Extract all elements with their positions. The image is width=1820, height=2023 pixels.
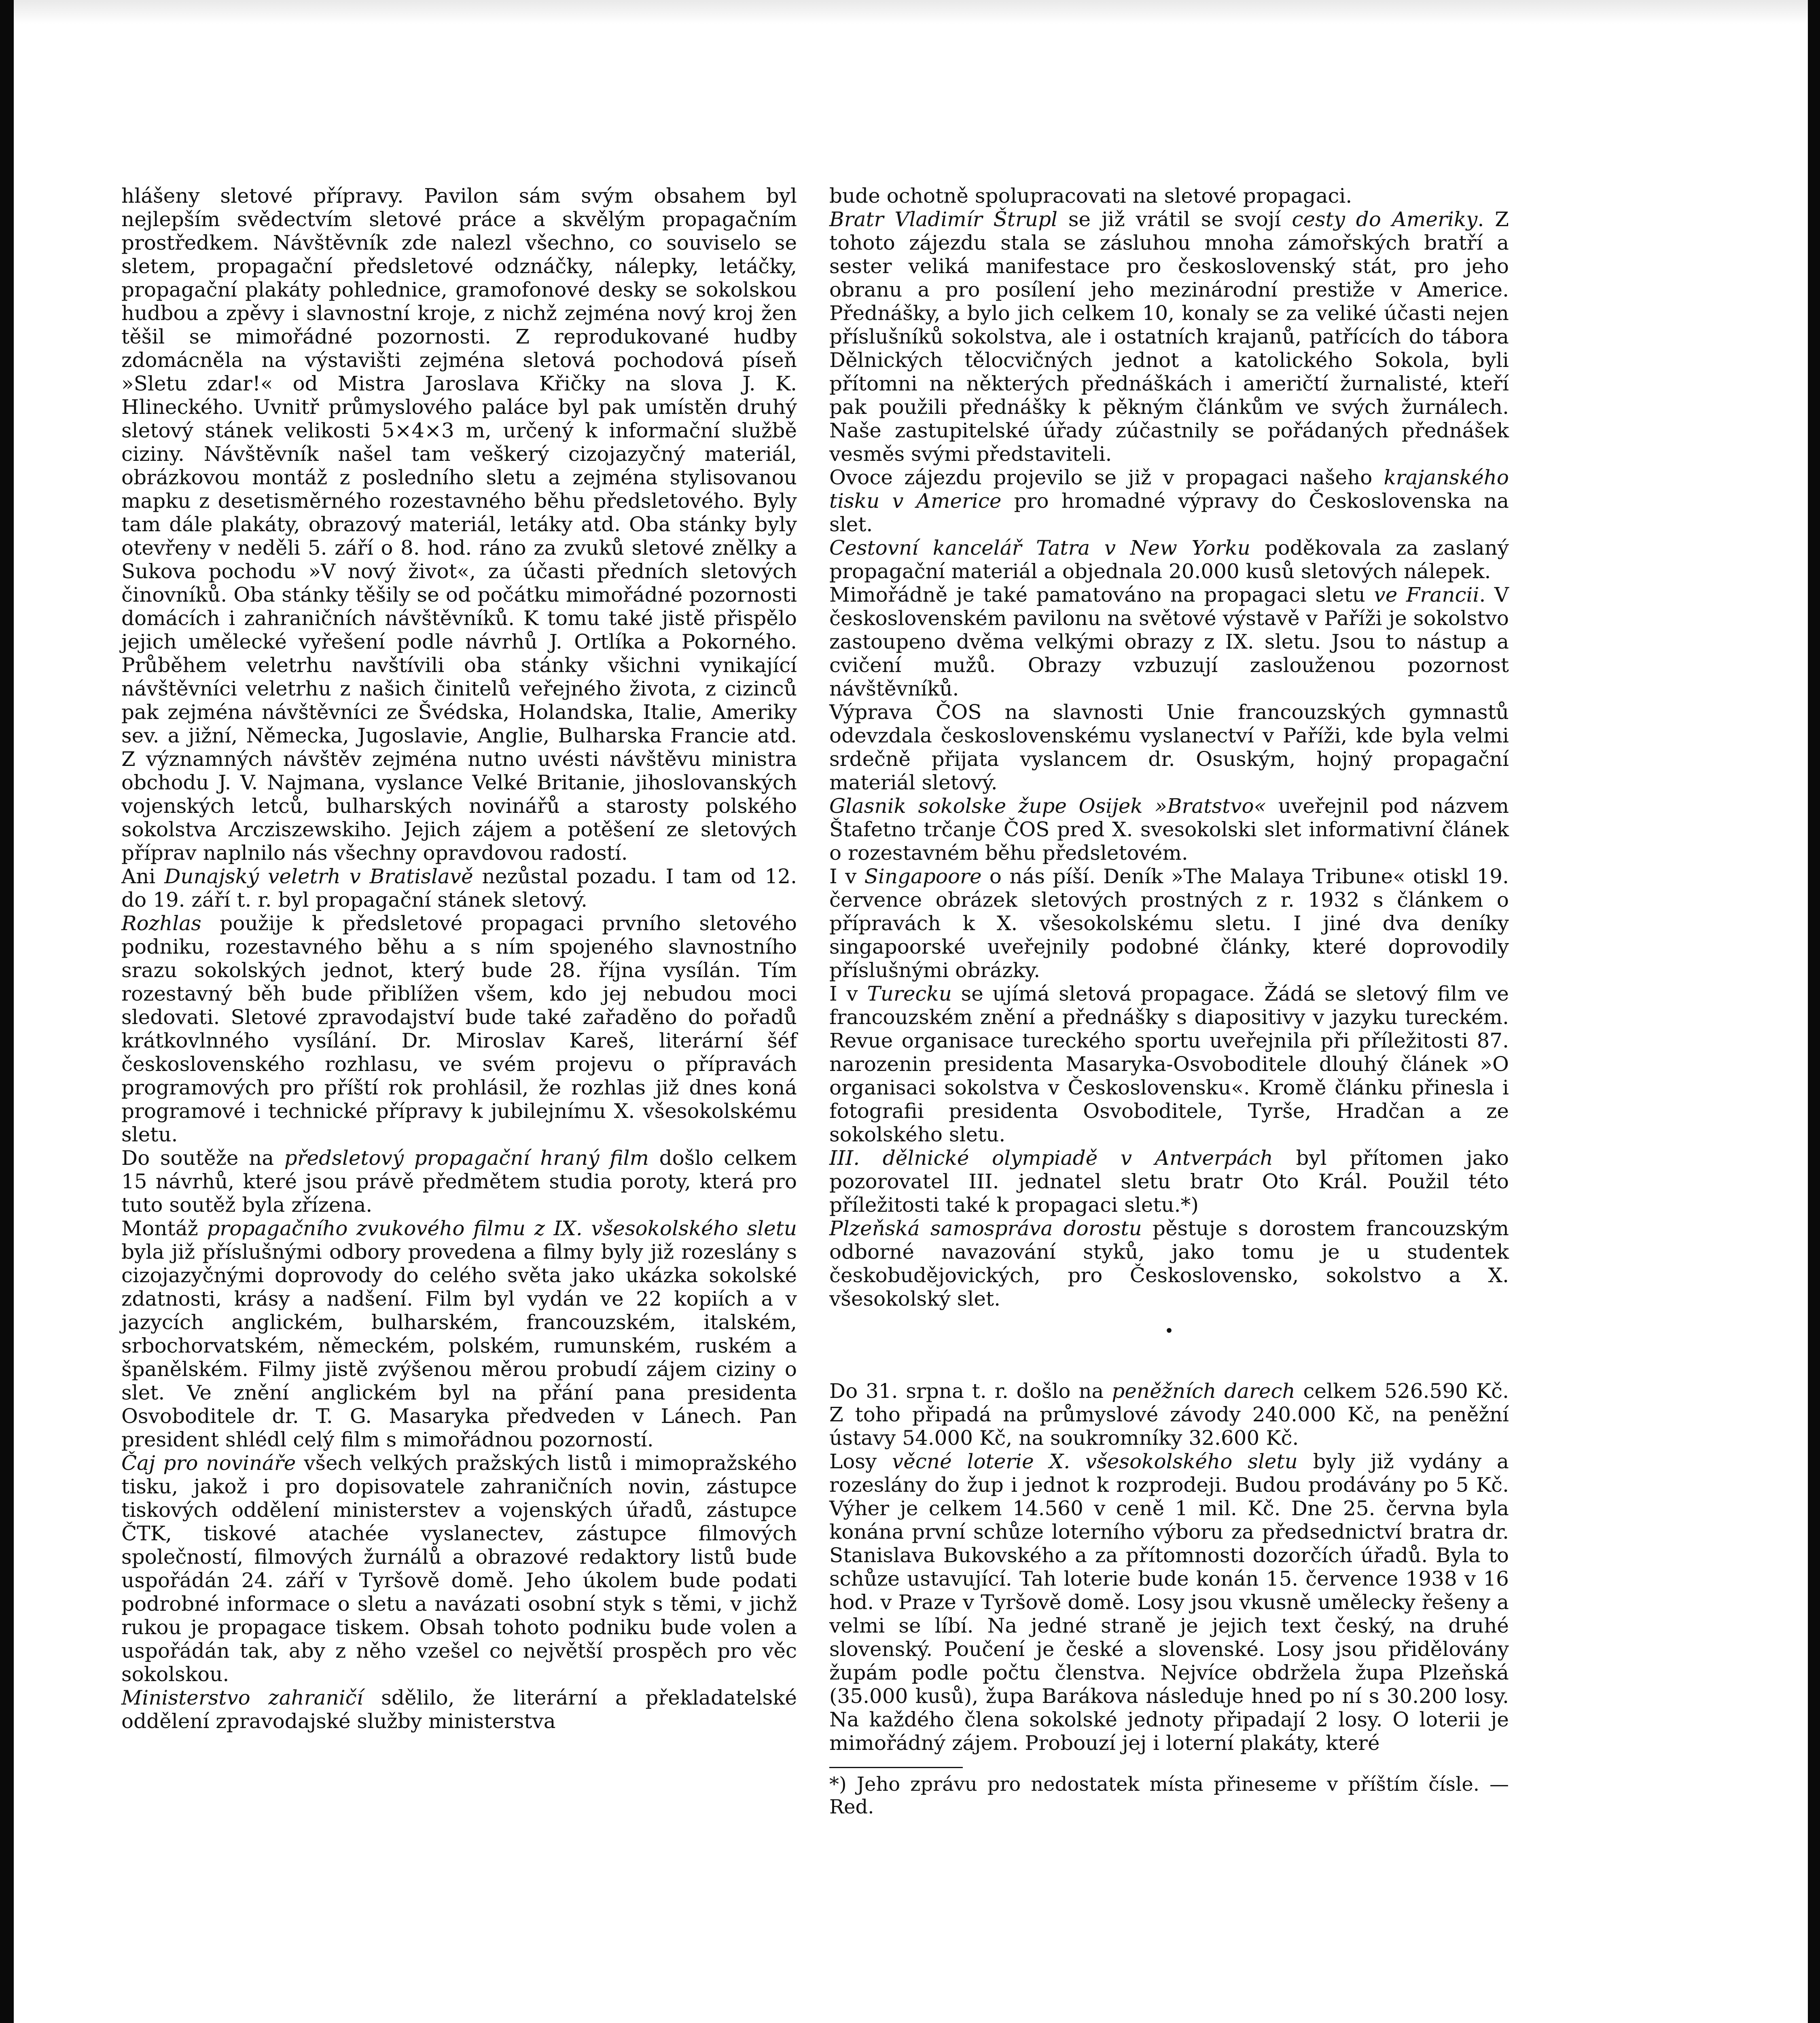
paragraph: Plzeňská samospráva dorostu pěstuje s dorostem francouzským odborné navazování styků, jako tomu je u studentek českobudějovických, pro Československo, sokolstvo a X. všesokolský slet. <box>829 1217 1509 1310</box>
footnote: *) Jeho zprávu pro nedostatek místa přineseme v příštím čísle. — Red. <box>829 1773 1509 1818</box>
paragraph: Montáž propagačního zvukového filmu z IX. všesokolského sletu byla již příslušnými odbory provedena a filmy byly již rozeslány s cizojazyčnými doprovody do celého světa jako ukázka sokolské zdatnosti, krásy a nadšení. Film byl vydán ve 22 kopiích a v jazycích anglickém, bulharském, francouzském, italském, srbochorvatském, německém, polském, rumunském, ruském a španělském. Filmy jistě zvýšenou měrou probudí zájem ciziny o slet. Ve znění anglickém byl na přání pana presidenta Osvoboditele dr. T. G. Masaryka předveden v Lánech. Pan president shlédl celý film s mimořádnou pozorností. <box>121 1217 797 1451</box>
paragraph: Do 31. srpna t. r. došlo na peněžních darech celkem 526.590 Kč. Z toho připadá na průmyslové závody 240.000 Kč, na peněžní ústavy 54.000 Kč, na soukromníky 32.600 Kč. <box>829 1379 1509 1450</box>
paragraph: Cestovní kancelář Tatra v New Yorku poděkovala za zaslaný propagační materiál a objednala 20.000 kusů sletových nálepek. <box>829 536 1509 583</box>
footnote-rule <box>829 1767 963 1768</box>
paragraph: Výprava ČOS na slavnosti Unie francouzských gymnastů odevzdala československému vyslanectví v Paříži, kde byla velmi srdečně přijata vyslancem dr. Osuským, hojný propagační materiál sletový. <box>829 700 1509 794</box>
paragraph: Do soutěže na předsletový propagační hraný film došlo celkem 15 návrhů, které jsou právě předmětem studia poroty, která pro tuto soutěž byla zřízena. <box>121 1146 797 1217</box>
scan-top-shading <box>14 0 1808 24</box>
paragraph: Ministerstvo zahraničí sdělilo, že literární a překladatelské oddělení zpravodajské služby ministerstva <box>121 1686 797 1733</box>
right-column <box>829 184 1509 1818</box>
paragraph: Bratr Vladimír Štrupl se již vrátil se svojí cesty do Ameriky. Z tohoto zájezdu stala se zásluhou mnoha zámořských bratří a sester veliká manifestace pro československý stát, pro jeho obranu a pro posílení jeho mezinárodní prestiže v Americe. Přednášky, a bylo jich celkem 10, konaly se za veliké účasti nejen příslušníků sokolstva, ale i ostatních krajanů, patřících do tábora Dělnických tělocvičných jednot a katolického Sokola, byli přítomni na některých přednáškách i američtí žurnalisté, kteří pak použili přednášky k pěkným článkům ve svých žurnálech. Naše zastupitelské úřady zúčastnily se pořádaných přednášek vesměs svými představiteli. <box>829 208 1509 466</box>
scan-edge-left <box>0 0 14 2023</box>
paragraph: Ovoce zájezdu projevilo se již v propagaci našeho krajanského tisku v Americe pro hromadné výpravy do Československa na slet. <box>829 466 1509 536</box>
paragraph: hlášeny sletové přípravy. Pavilon sám svým obsahem byl nejlepším svědectvím sletové práce a skvělým propagačním prostředkem. Návštěvník zde nalezl všechno, co souviselo se sletem, propagační předsletové odznáčky, nálepky, letáčky, propagační plakáty pohlednice, gramofonové desky se sokolskou hudbou a zpěvy i slavnostní kroje, z nichž zejména nový kroj žen těšil se mimořádné pozornosti. Z reprodukované hudby zdomácněla na výstavišti zejména sletová pochodová píseň »Sletu zdar!« od Mistra Jaroslava Křičky na slova J. K. Hlineckého. Uvnitř průmyslového paláce byl pak umístěn druhý sletový stánek velikosti 5×4×3 m, určený k informační službě ciziny. Návštěvník našel tam veškerý cizojazyčný materiál, obrázkovou montáž z posledního sletu a zejména stylisovanou mapku z desetisměrného rozestavného běhu předsletového. Byly tam dále plakáty, obrazový materiál, letáky atd. Oba stánky byly otevřeny v neděli 5. září o 8. hod. ráno za zvuků sletové znělky a Sukova pochodu »V nový život«, za účasti předních sletových činovníků. Oba stánky těšily se od počátku mimořádné pozornosti domácích i zahraničních návštěvníků. K tomu také jistě přispělo jejich umělecké vyřešení podle návrhů J. Ortlíka a Pokorného. Průběhem veletrhu navštívili oba stánky všichni vynikající návštěvníci veletrhu z našich činitelů veřejného života, z cizinců pak zejména návštěvníci ze Švédska, Holandska, Italie, Ameriky sev. a jižní, Německa, Jugoslavie, Anglie, Bulharska Francie atd. Z významných návštěv zejména nutno uvésti návštěvu ministra obchodu J. V. Najmana, vyslance Velké Britanie, jihoslovanských vojenských letců, bulharských novinářů a starosty polského sokolstva Arcziszewskiho. Jejich zájem a potěšení ze sletových příprav naplnilo nás všechny opravdovou radostí. <box>121 184 797 865</box>
paragraph: Rozhlas použije k předsletové propagaci prvního sletového podniku, rozestavného běhu a s ním spojeného slavnostního srazu sokolských jednot, který bude 28. října vysílán. Tím rozestavný běh bude přiblížen všem, kdo jej nebudou moci sledovati. Sletové zpravodajství bude také zařaděno do pořadů krátkovlnného vysílání. Dr. Miroslav Kareš, literární šéf československého rozhlasu, ve svém projevu o přípravách programových pro příští rok prohlásil, že rozhlas již dnes koná programové i technické přípravy k jubilejnímu X. všesokolskému sletu. <box>121 912 797 1146</box>
scan-edge-right <box>1808 0 1820 2023</box>
paragraph: bude ochotně spolupracovati na sletové propagaci. <box>829 184 1352 208</box>
paragraph: III. dělnické olympiadě v Antverpách byl přítomen jako pozorovatel III. jednatel sletu bratr Oto Král. Použil této příležitosti také k propagaci sletu.*) <box>829 1146 1509 1217</box>
left-column <box>121 184 797 1733</box>
paragraph: Ani Dunajský veletrh v Bratislavě nezůstal pozadu. I tam od 12. do 19. září t. r. byl propagační stánek sletový. <box>121 865 797 912</box>
section-separator: • <box>1164 1322 1174 1340</box>
paragraph: I v Turecku se ujímá sletová propagace. Žádá se sletový film ve francouzském znění a přednášky s diapositivy v jazyku tureckém. Revue organisace tureckého sportu uveřejnila při příležitosti 87. narozenin presidenta Masaryka-Osvoboditele dlouhý článek »O organisaci sokolstva v Československu«. Kromě článku přinesla i fotografii presidenta Osvoboditele, Tyrše, Hradčan a ze sokolského sletu. <box>829 982 1509 1146</box>
paragraph: Čaj pro novináře všech velkých pražských listů i mimopražského tisku, jakož i pro dopisovatele zahraničních novin, zástupce tiskových oddělení ministerstev a vojenských úřadů, zástupce ČTK, tiskové atachée vyslanectev, zástupce filmových společností, filmových žurnálů a obrazové redaktory listů bude uspořádán 24. září v Tyršově domě. Jeho úkolem bude podati podrobné informace o sletu a navázati osobní styk s těmi, v jichž rukou je propagace tiskem. Obsah tohoto podniku bude volen a uspořádán tak, aby z něho vzešel co největší prospěch pro věc sokolskou. <box>121 1451 797 1686</box>
paragraph: Mimořádně je také pamatováno na propagaci sletu ve Francii. V československém pavilonu na světové výstavě v Paříži je sokolstvo zastoupeno dvěma velkými obrazy z IX. sletu. Jsou to nástup a cvičení mužů. Obrazy vzbuzují zaslouženou pozornost návštěvníků. <box>829 583 1509 700</box>
paragraph: Glasnik sokolske župe Osijek »Bratstvo« uveřejnil pod názvem Štafetno trčanje ČOS pred X. svesokolski slet informativní článek o rozestavném běhu předsletovém. <box>829 794 1509 865</box>
paragraph: Losy věcné loterie X. všesokolského sletu byly již vydány a rozeslány do žup i jednot k rozprodeji. Budou prodávány po 5 Kč. Výher je celkem 14.560 v ceně 1 mil. Kč. Dne 25. června byla konána první schůze loterního výboru za předsednictví bratra dr. Stanislava Bukovského a za přítomnosti dozorčích úřadů. Byla to schůze ustavující. Tah loterie bude konán 15. července 1938 v 16 hod. v Praze v Tyršově domě. Losy jsou vkusně umělecky řešeny a velmi se líbí. Na jedné straně je jejich text český, na druhé slovenský. Poučení je české a slovenské. Losy jsou přidělovány župám podle počtu členstva. Nejvíce obdržela župa Plzeňská (35.000 kusů), župa Barákova následuje hned po ní s 30.200 losy. Na každého člena sokolské jednoty připadají 2 losy. O loterii je mimořádný zájem. Probouzí jej i loterní plakáty, které <box>829 1450 1509 1755</box>
paragraph: I v Singapoore o nás píší. Deník »The Malaya Tribune« otiskl 19. července obrázek sletových prostných z r. 1932 s článkem o přípravách k X. všesokolskému sletu. I jiné dva deníky singapoorské uveřejnily podobné články, které doprovodily příslušnými obrázky. <box>829 865 1509 982</box>
